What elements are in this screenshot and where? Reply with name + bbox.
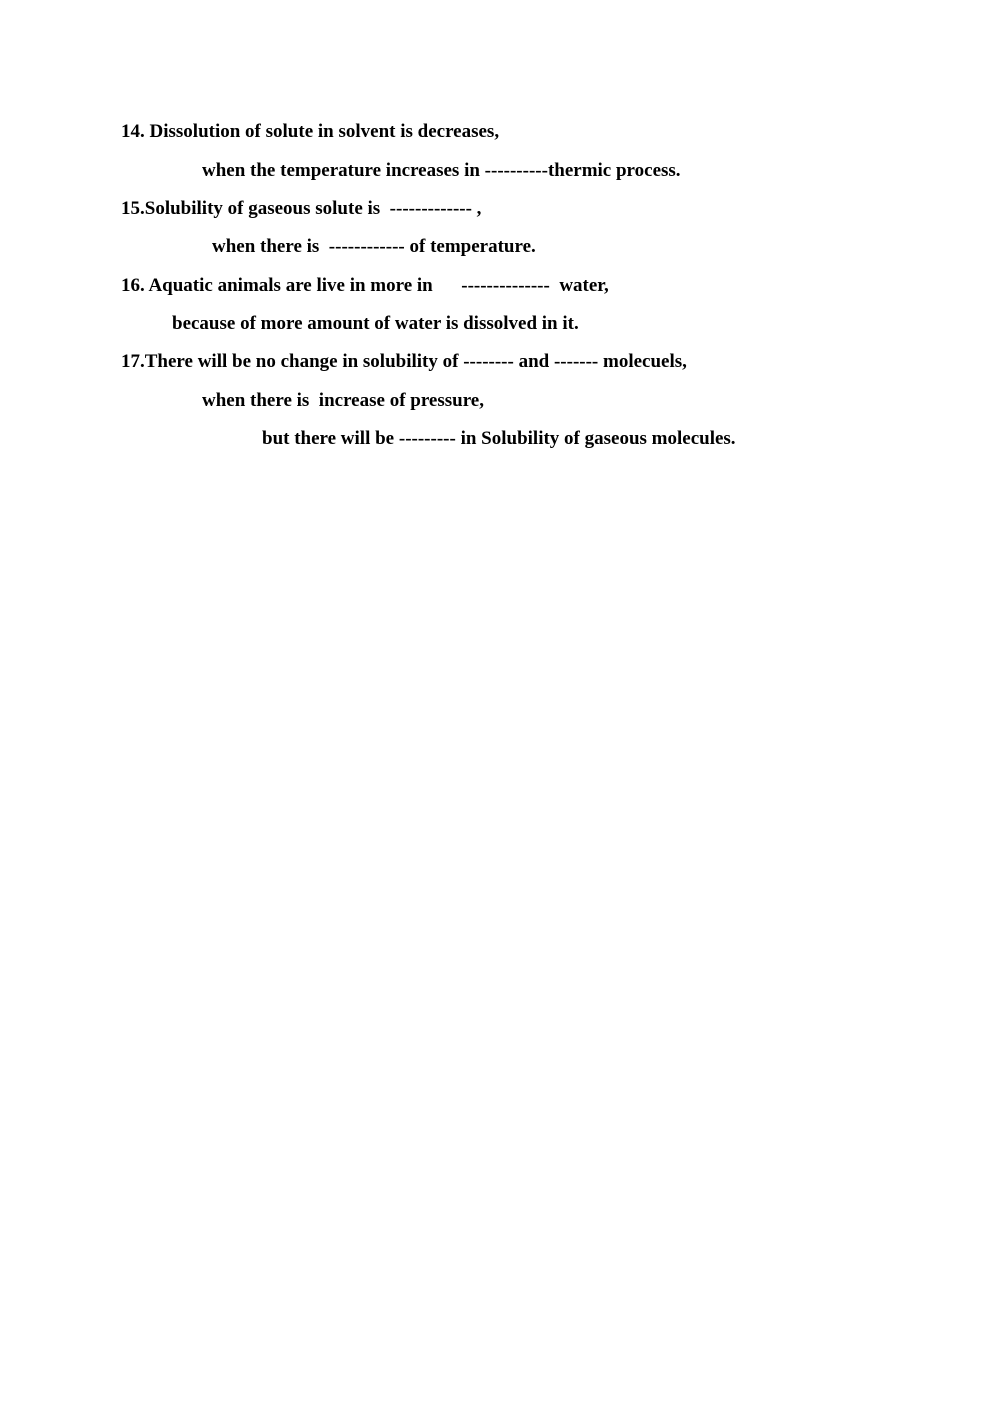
question-14-line-2: when the temperature increases in ----------thermic process.: [202, 160, 681, 181]
question-17-line-2: when there is increase of pressure,: [202, 390, 484, 411]
question-15-line-2: when there is ------------ of temperature.: [212, 236, 536, 257]
question-16-line-2: because of more amount of water is dissolved in it.: [172, 313, 579, 334]
question-17-line-3: but there will be --------- in Solubility of gaseous molecules.: [262, 428, 736, 449]
question-14-line-1: 14. Dissolution of solute in solvent is decreases,: [121, 121, 500, 142]
question-16-line-1: 16. Aquatic animals are live in more in -------------- water,: [121, 275, 609, 296]
question-15-line-1: 15.Solubility of gaseous solute is ------------- ,: [121, 198, 482, 219]
question-17-line-1: 17.There will be no change in solubility of -------- and ------- molecuels,: [121, 351, 687, 372]
